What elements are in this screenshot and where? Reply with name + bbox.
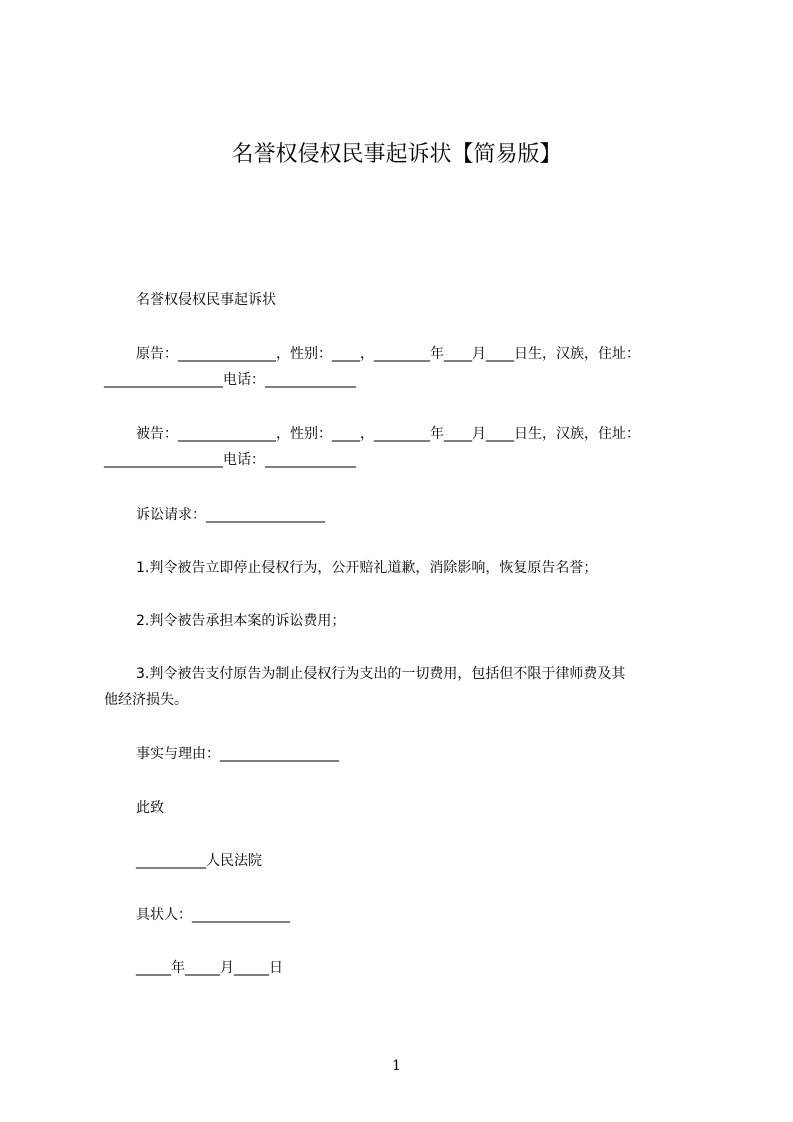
- court-name: __________人民法院: [136, 853, 262, 869]
- claim-item-2: 2.判令被告承担本案的诉讼费用；: [136, 613, 346, 629]
- claim-item-3-line-2: 他经济损失。: [104, 692, 188, 708]
- plaintiff-line-2: _________________电话：_____________: [104, 372, 356, 388]
- plaintiff-paragraph: [104, 341, 704, 393]
- signer: 具状人：______________: [136, 907, 290, 923]
- claim-item-3: [104, 661, 704, 713]
- page-number: 1: [392, 1058, 401, 1074]
- facts-label: 事实与理由：_________________: [136, 746, 339, 762]
- salutation: 此致: [136, 800, 164, 816]
- plaintiff-line-1: 原告：______________，性别：____，________年____月____日生，汉族，住址：: [136, 346, 640, 362]
- heading-paragraph: 名誉权侵权民事起诉状: [136, 292, 276, 308]
- document-title: 名誉权侵权民事起诉状【简易版】: [231, 142, 562, 167]
- claims-label: 诉讼请求：_________________: [136, 507, 325, 523]
- defendant-line-1: 被告：______________，性别：____，________年____月____日生，汉族，住址：: [136, 426, 640, 442]
- signing-date: _____年_____月_____日: [136, 960, 283, 976]
- defendant-paragraph: [104, 421, 704, 473]
- defendant-line-2: _________________电话：_____________: [104, 452, 356, 468]
- claim-item-3-line-1: 3.判令被告支付原告为制止侵权行为支出的一切费用，包括但不限于律师费及其: [136, 666, 626, 682]
- claim-item-1: 1.判令被告立即停止侵权行为，公开赔礼道歉，消除影响，恢复原告名誉；: [136, 560, 598, 576]
